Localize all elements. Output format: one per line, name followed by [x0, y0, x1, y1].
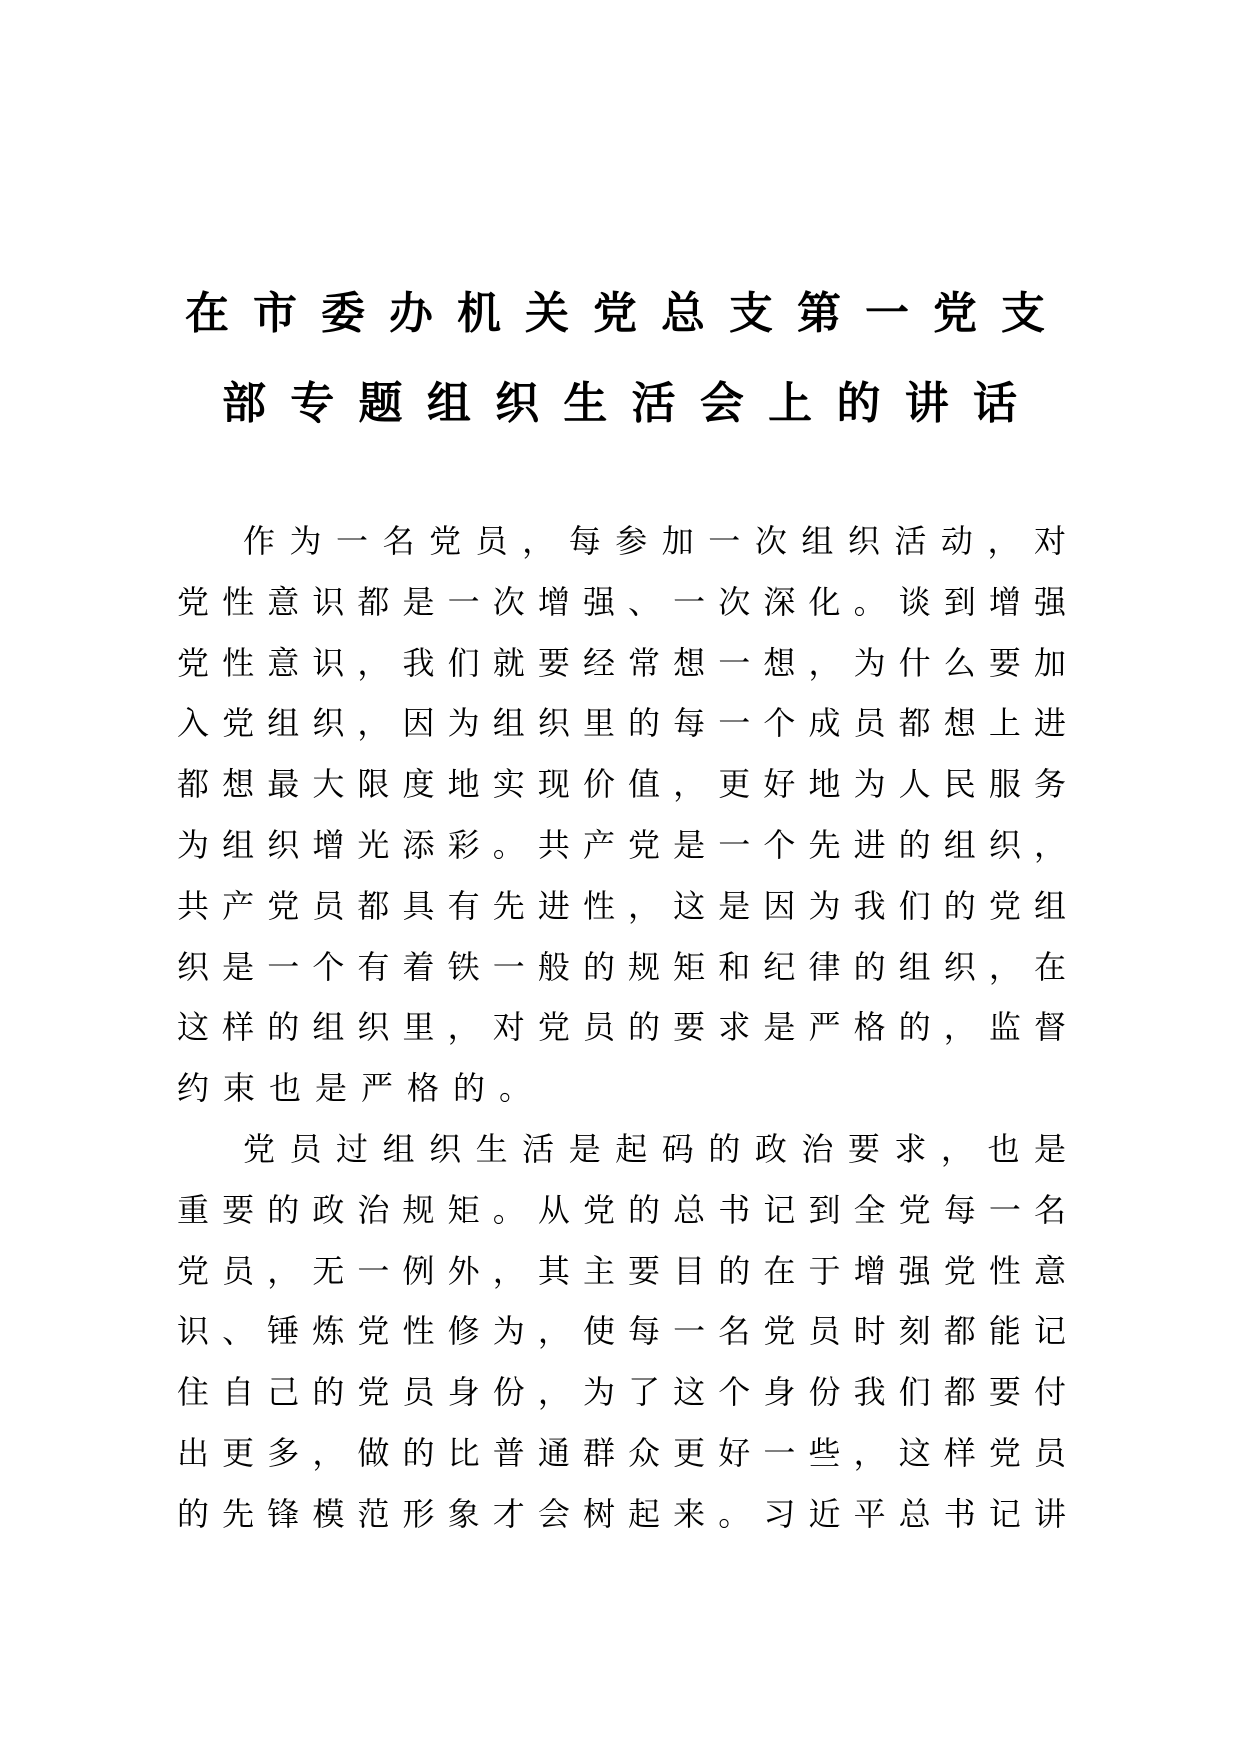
paragraph-2-line: 出更多，做的比普通群众更好一些，这样党员: [177, 1434, 1066, 1472]
paragraph-1-line: 为组织增光添彩。共产党是一个先进的组织，: [177, 826, 1066, 864]
paragraph-2-line: 识、锤炼党性修为，使每一名党员时刻都能记: [177, 1312, 1066, 1350]
paragraph-1-line: 都想最大限度地实现价值，更好地为人民服务: [177, 765, 1066, 803]
paragraph-2-line: 党员过组织生活是起码的政治要求，也是: [243, 1130, 1066, 1168]
paragraph-1-line: 作为一名党员，每参加一次组织活动，对: [243, 522, 1066, 560]
paragraph-1-line: 共产党员都具有先进性，这是因为我们的党组: [177, 887, 1066, 925]
paragraph-1-line: 织是一个有着铁一般的规矩和纪律的组织，在: [177, 948, 1066, 986]
paragraph-1-line: 这样的组织里，对党员的要求是严格的，监督: [177, 1008, 1066, 1046]
paragraph-2-line: 住自己的党员身份，为了这个身份我们都要付: [177, 1373, 1066, 1411]
paragraph-1-line: 约束也是严格的。: [177, 1069, 546, 1107]
document-title-line-2: 部专题组织生活会上的讲话: [222, 378, 1017, 429]
paragraph-2-line: 重要的政治规矩。从党的总书记到全党每一名: [177, 1191, 1066, 1229]
paragraph-1-line: 党性意识都是一次增强、一次深化。谈到增强: [177, 583, 1066, 621]
paragraph-1-line: 入党组织，因为组织里的每一个成员都想上进: [177, 704, 1066, 742]
document-title-line-1: 在市委办机关党总支第一党支: [185, 288, 1045, 339]
paragraph-2-line: 的先锋模范形象才会树起来。习近平总书记讲: [177, 1495, 1066, 1533]
paragraph-1-line: 党性意识，我们就要经常想一想，为什么要加: [177, 644, 1066, 682]
paragraph-2-line: 党员，无一例外，其主要目的在于增强党性意: [177, 1252, 1066, 1290]
